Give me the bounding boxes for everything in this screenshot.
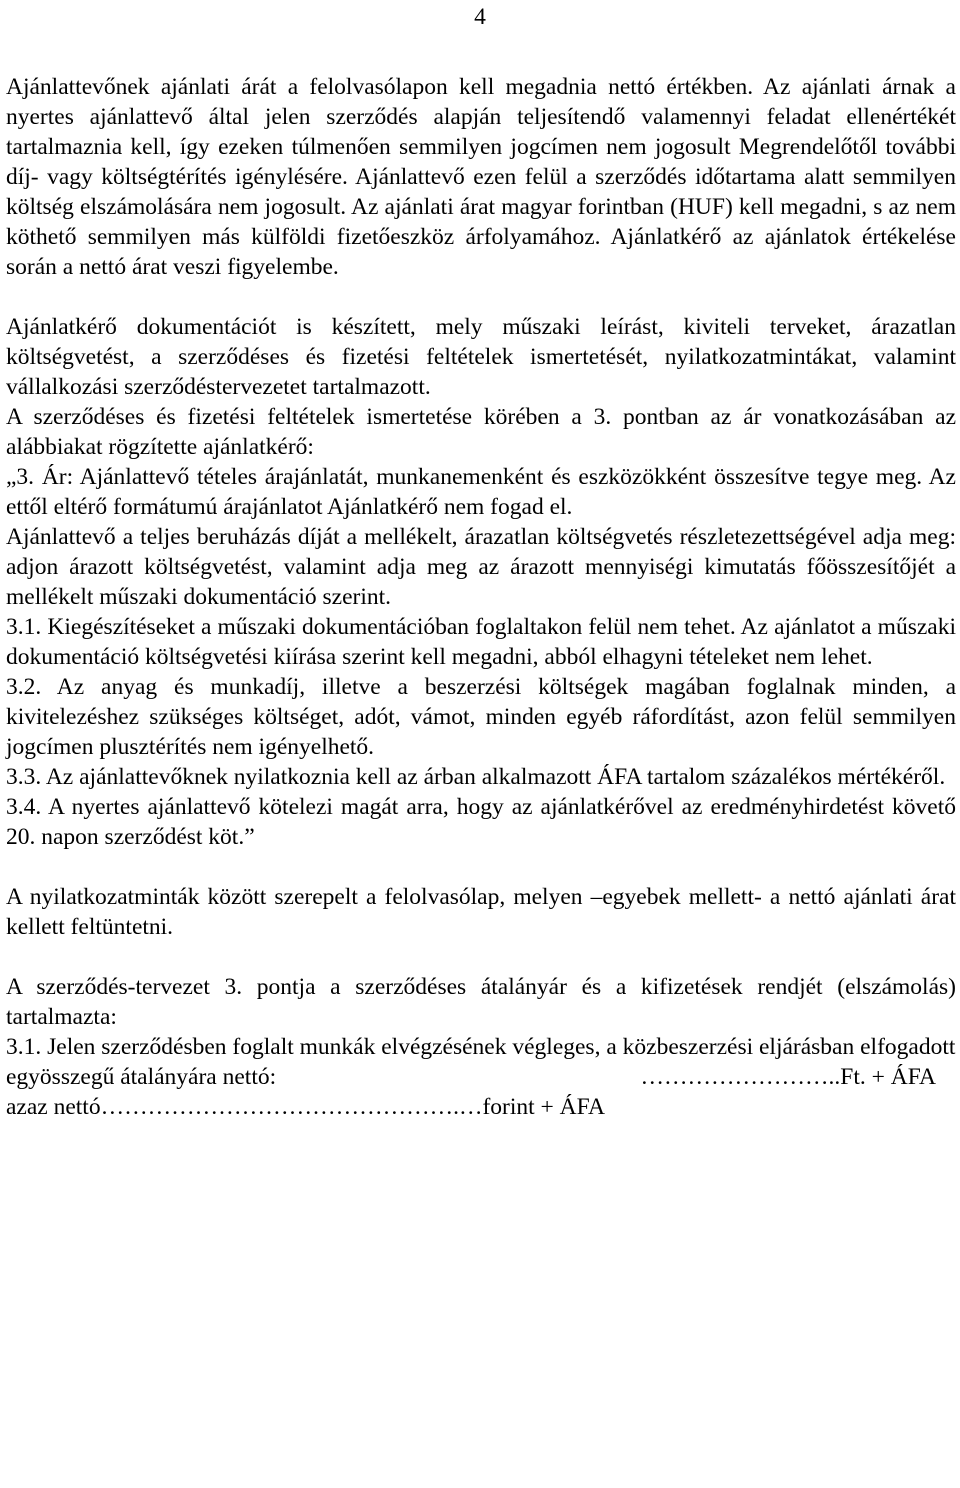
price-line-net-in-words: [6, 1092, 956, 1122]
paragraph-declaration-templates: A nyilatkozatminták között szerepelt a felolvasólap, melyen –egyebek mellett- a nettó ajánlati árat kellett feltüntetni.: [6, 884, 956, 940]
paragraph-contract-3-1: 3.1. Jelen szerződésben foglalt munkák elvégzésének végleges, a közbeszerzési eljárásban elfogadott: [6, 1034, 956, 1060]
price-line-label: azaz nettó……………………………………….…forint + ÁFA: [6, 1094, 605, 1120]
paragraph-spacer: [6, 852, 956, 882]
paragraph-conditions-intro: A szerződéses és fizetési feltételek ismertetése körében a 3. pontban az ár vonatkozásában az alábbiakat rögzítette ajánlatkérő:: [6, 404, 956, 460]
paragraph-contract-draft: A szerződés-tervezet 3. pontja a szerződéses átalányár és a kifizetések rendjét (elszámolás) tartalmazta:: [6, 974, 956, 1030]
paragraph-bid-price: Ajánlattevőnek ajánlati árát a felolvasólapon kell megadnia nettó értékben. Az ajánlati árnak a nyertes ajánlattevő által jelen szerződés alapján teljesítendő valamennyi feladat ellenértékét tartalmaznia kell, így ezeken túlmenően semmilyen jogcímen nem jogosult Megrendelőtől további díj- vagy költségtérítés igénylésére. Ajánlattevő ezen felül a szerződés időtartama alatt semmilyen költség elszámolására nem jogosult. Az ajánlati árat magyar forintban (HUF) kell megadni, s az nem köthető semmilyen más külföldi fizetőeszköz árfolyamához. Ajánlatkérő az ajánlatok értékelése során a nettó árat veszi figyelembe.: [6, 74, 956, 280]
paragraph-spacer: [6, 942, 956, 972]
paragraph-full-investment-fee: Ajánlattevő a teljes beruházás díját a mellékelt, árazatlan költségvetés részletezettségével adja meg: adjon árazott költségvetést, valamint adja meg az árazott mennyiségi kimutatás főösszesítőjét a mellékelt műszaki dokumentáció szerint.: [6, 524, 956, 610]
paragraph-clause-3-2: 3.2. Az anyag és munkadíj, illetve a beszerzési költségek magában foglalnak minden, a kivitelezéshez szükséges költséget, adót, vámot, minden egyéb ráfordítást, azon felül semmilyen jogcímen plusztérítés nem igényelhető.: [6, 674, 956, 760]
paragraph-spacer: [6, 282, 956, 312]
price-line-value: ……………………..Ft. + ÁFA: [640, 1064, 936, 1090]
paragraph-documentation: Ajánlatkérő dokumentációt is készített, mely műszaki leírást, kiviteli terveket, árazatlan költségvetést, a szerződéses és fizetési feltételek ismertetését, nyilatkozatmintákat, valamint vállalkozási szerződéstervezetet tartalmazott.: [6, 314, 956, 400]
price-line-value: [936, 1092, 956, 1122]
paragraph-clause-3-1: 3.1. Kiegészítéseket a műszaki dokumentációban foglaltakon felül nem tehet. Az ajánlatot a műszaki dokumentáció költségvetési kiírása szerint kell megadni, abból elhagyni tételeket nem lehet.: [6, 614, 956, 670]
document-body: [6, 72, 956, 1122]
page-number: 4: [474, 4, 486, 30]
price-line-label: egyösszegű átalányára nettó:: [6, 1064, 277, 1090]
price-line-net-lump-sum: [6, 1062, 956, 1092]
paragraph-clause-3-3: 3.3. Az ajánlattevőknek nyilatkoznia kell az árban alkalmazott ÁFA tartalom százalékos mértékéről.: [6, 764, 946, 790]
paragraph-price-clause-3: „3. Ár: Ajánlattevő tételes árajánlatát, munkanemenként és eszközökként összesítve tegye meg. Az ettől eltérő formátumú árajánlatot Ajánlatkérő nem fogad el.: [6, 464, 956, 520]
paragraph-clause-3-4: 3.4. A nyertes ajánlattevő kötelezi magát arra, hogy az ajánlatkérővel az eredményhirdetést követő 20. napon szerződést köt.”: [6, 794, 956, 850]
